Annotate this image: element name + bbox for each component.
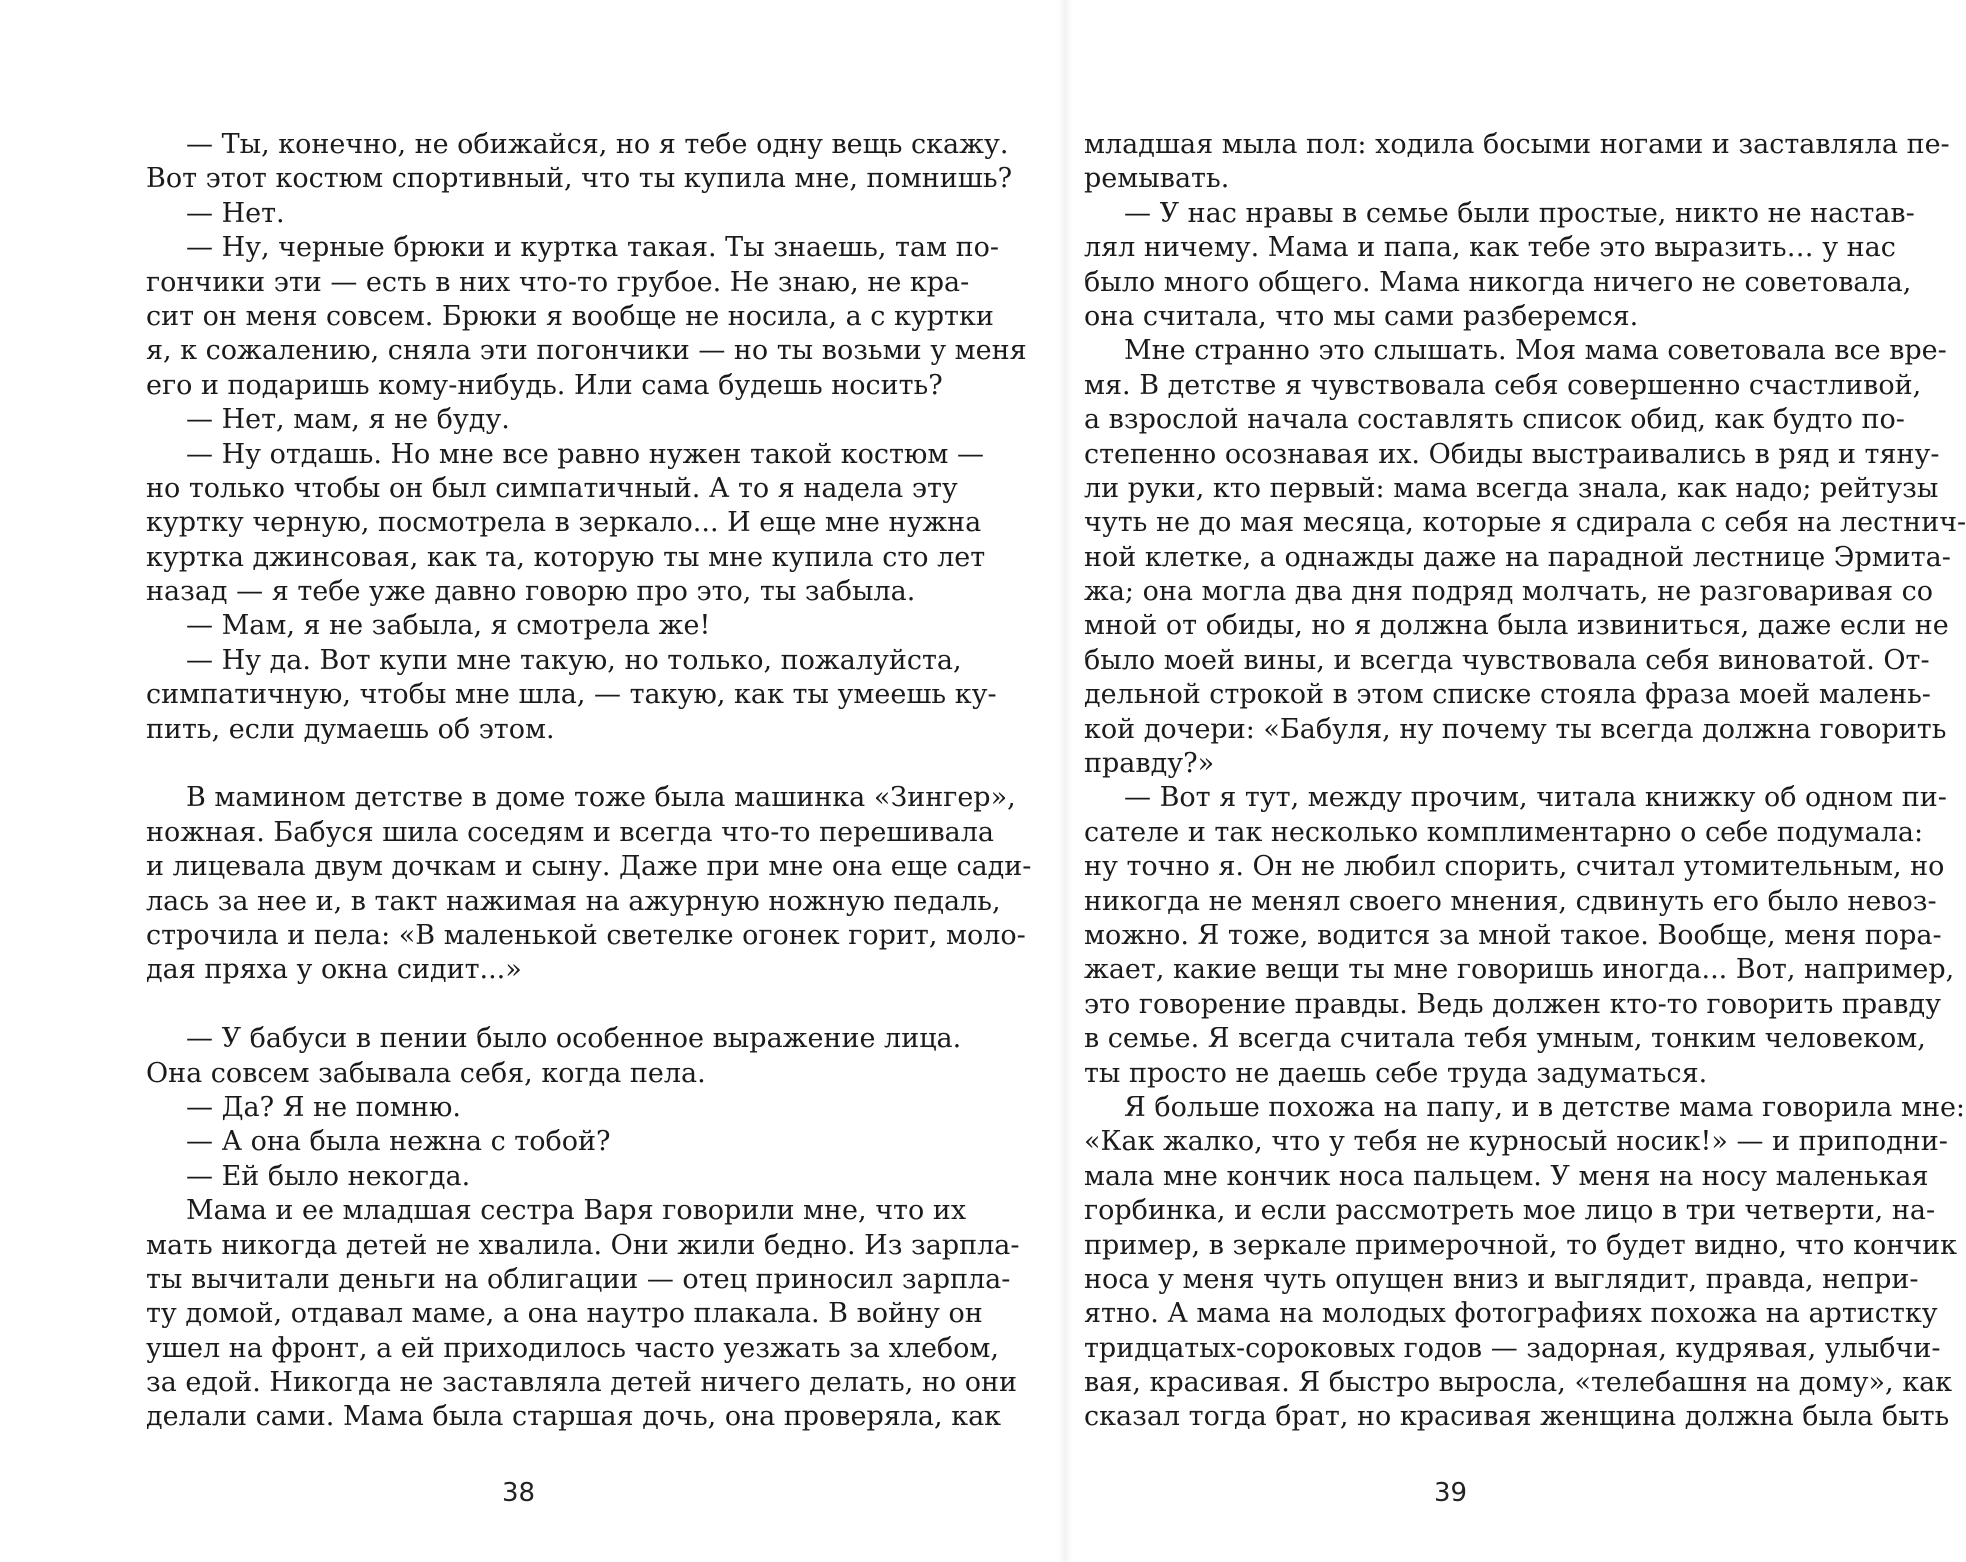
text-line: — Нет, мам, я не буду. bbox=[186, 404, 510, 436]
text-line: было много общего. Мама никогда ничего не советовала, bbox=[1084, 266, 1912, 298]
text-line: дельной строкой в этом списке стояла фраза моей малень- bbox=[1084, 679, 1931, 711]
text-line: — У бабуси в пении было особенное выражение лица. bbox=[186, 1023, 962, 1055]
text-line: ну точно я. Он не любил спорить, считал утомительным, но bbox=[1084, 851, 1945, 883]
text-line: но только чтобы он был симпатичный. А то я надела эту bbox=[146, 472, 958, 504]
text-line: она считала, что мы сами разберемся. bbox=[1084, 300, 1639, 332]
text-line: Мне странно это слышать. Моя мама советовала все вре- bbox=[1124, 335, 1947, 367]
blank-line bbox=[146, 988, 890, 1022]
text-line: вая, красивая. Я быстро выросла, «телебашня на дому», как bbox=[1084, 1367, 1953, 1399]
text-line: дая пряха у окна сидит...» bbox=[146, 954, 522, 986]
text-line: и лицевала двум дочкам и сыну. Даже при мне она еще сади- bbox=[146, 851, 1032, 883]
text-line: носа у меня чуть опущен вниз и выглядит, правда, непри- bbox=[1084, 1263, 1919, 1295]
text-line: кой дочери: «Бабуля, ну почему ты всегда должна говорить bbox=[1084, 713, 1947, 745]
text-line: лась за нее и, в такт нажимая на ажурную ножную педаль, bbox=[146, 885, 1001, 917]
text-line: никогда не менял своего мнения, сдвинуть его было невоз- bbox=[1084, 885, 1937, 917]
text-line: «Как жалко, что у тебя не курносый носик!» — и приподни- bbox=[1084, 1126, 1948, 1158]
text-line: чуть не до мая месяца, которые я сдирала с себя на лестнич- bbox=[1084, 507, 1966, 539]
text-line: ты вычитали деньги на облигации — отец приносил зарпла- bbox=[146, 1263, 1011, 1295]
text-line: его и подаришь кому-нибудь. Или сама будешь носить? bbox=[146, 369, 943, 401]
text-line: в семье. Я всегда считала тебя умным, тонким человеком, bbox=[1084, 1023, 1926, 1055]
text-line: — Нет. bbox=[186, 197, 285, 229]
text-line: ремывать. bbox=[1084, 163, 1230, 195]
text-line: — Ты, конечно, не обижайся, но я тебе одну вещь скажу. bbox=[186, 129, 1009, 160]
text-line: строчила и пела: «В маленькой светелке огонек горит, моло- bbox=[146, 919, 1026, 951]
text-line: сит он меня совсем. Брюки я вообще не носила, а с куртки bbox=[146, 300, 994, 332]
text-line: ножная. Бабуся шила соседям и всегда что-то перешивала bbox=[146, 816, 994, 848]
text-line: ту домой, отдавал маме, а она наутро плакала. В войну он bbox=[146, 1298, 983, 1330]
text-line: сказал тогда брат, но красивая женщина должна была быть bbox=[1084, 1401, 1950, 1433]
right-page bbox=[1070, 0, 1966, 1562]
text-line: тридцатых-сороковых годов — задорная, кудрявая, улыбчи- bbox=[1084, 1332, 1941, 1364]
text-line: — Ну да. Вот купи мне такую, но только, пожалуйста, bbox=[186, 644, 962, 676]
text-line: мя. В детстве я чувствовала себя совершенно счастливой, bbox=[1084, 369, 1922, 401]
text-line: за едой. Никогда не заставляла детей ничего делать, но они bbox=[146, 1367, 1017, 1399]
text-line: мала мне кончик носа пальцем. У меня на носу маленькая bbox=[1084, 1160, 1929, 1192]
text-line: сателе и так несколько комплиментарно о себе подумала: bbox=[1084, 816, 1924, 848]
text-line: ушел на фронт, а ей приходилось часто уезжать за хлебом, bbox=[146, 1332, 1000, 1364]
text-line: горбинка, и если рассмотреть мое лицо в три четверти, на- bbox=[1084, 1195, 1936, 1227]
text-line: — Ну, черные брюки и куртка такая. Ты знаешь, там по- bbox=[186, 232, 999, 264]
text-line: ты просто не даешь себе труда задуматься. bbox=[1084, 1057, 1708, 1089]
text-line: ной клетке, а однажды даже на парадной лестнице Эрмита- bbox=[1084, 541, 1951, 573]
text-line: — У нас нравы в семье были простые, никто не настав- bbox=[1124, 197, 1915, 229]
blank-line bbox=[146, 747, 890, 781]
left-page-text bbox=[146, 128, 1032, 1435]
text-line: Она совсем забывала себя, когда пела. bbox=[146, 1057, 706, 1089]
right-page-number: 39 bbox=[1434, 1478, 1468, 1508]
text-line: — А она была нежна с тобой? bbox=[186, 1126, 611, 1158]
text-line: жает, какие вещи ты мне говоришь иногда... Вот, например, bbox=[1084, 954, 1955, 986]
text-line: Вот этот костюм спортивный, что ты купила мне, помнишь? bbox=[146, 163, 1013, 195]
text-line: куртка джинсовая, как та, которую ты мне купила сто лет bbox=[146, 541, 986, 573]
text-line: — Ну отдашь. Но мне все равно нужен такой костюм — bbox=[186, 438, 985, 470]
text-line: а взрослой начала составлять список обид, как будто по- bbox=[1084, 404, 1905, 436]
text-line: пить, если думаешь об этом. bbox=[146, 713, 555, 745]
text-line: гончики эти — есть в них что-то грубое. Не знаю, не кра- bbox=[146, 266, 970, 298]
text-line: В мамином детстве в доме тоже была машинка «Зингер», bbox=[186, 782, 1016, 814]
text-line: младшая мыла пол: ходила босыми ногами и заставляла пе- bbox=[1084, 129, 1950, 160]
text-line: — Вот я тут, между прочим, читала книжку об одном пи- bbox=[1124, 782, 1947, 814]
right-page-text bbox=[1084, 128, 1966, 1435]
text-line: я, к сожалению, сняла эти погончики — но ты возьми у меня bbox=[146, 335, 1027, 367]
text-line: — Да? Я не помню. bbox=[186, 1091, 461, 1123]
text-line: — Мам, я не забыла, я смотрела же! bbox=[186, 610, 711, 642]
text-line: можно. Я тоже, водится за мной такое. Вообще, меня пора- bbox=[1084, 919, 1942, 951]
text-line: пример, в зеркале примерочной, то будет видно, что кончик bbox=[1084, 1229, 1957, 1261]
text-line: ятно. А мама на молодых фотографиях похожа на артистку bbox=[1084, 1298, 1938, 1330]
text-line: лял ничему. Мама и папа, как тебе это выразить… у нас bbox=[1084, 232, 1896, 264]
left-page-number: 38 bbox=[502, 1478, 536, 1508]
text-line: Я больше похожа на папу, и в детстве мама говорила мне: bbox=[1124, 1091, 1966, 1123]
text-line: — Ей было некогда. bbox=[186, 1160, 471, 1192]
text-line: куртку черную, посмотрела в зеркало... И еще мне нужна bbox=[146, 507, 982, 539]
text-line: было моей вины, и всегда чувствовала себя виноватой. От- bbox=[1084, 644, 1930, 676]
text-line: назад — я тебе уже давно говорю про это, ты забыла. bbox=[146, 576, 916, 608]
text-line: делали сами. Мама была старшая дочь, она проверяла, как bbox=[146, 1401, 1002, 1433]
text-line: мной от обиды, но я должна была извиниться, даже если не bbox=[1084, 610, 1949, 642]
text-line: жа; она могла два дня подряд молчать, не разговаривая со bbox=[1084, 576, 1934, 608]
text-line: симпатичную, чтобы мне шла, — такую, как ты умеешь ку- bbox=[146, 679, 997, 711]
text-line: Мама и ее младшая сестра Варя говорили мне, что их bbox=[186, 1195, 967, 1227]
text-line: правду?» bbox=[1084, 748, 1215, 780]
text-line: мать никогда детей не хвалила. Они жили бедно. Из зарпла- bbox=[146, 1229, 1020, 1261]
text-line: это говорение правды. Ведь должен кто-то говорить правду bbox=[1084, 988, 1941, 1020]
text-line: степенно осознавая их. Обиды выстраивались в ряд и тяну- bbox=[1084, 438, 1940, 470]
text-line: ли руки, кто первый: мама всегда знала, как надо; рейтузы bbox=[1084, 472, 1939, 504]
